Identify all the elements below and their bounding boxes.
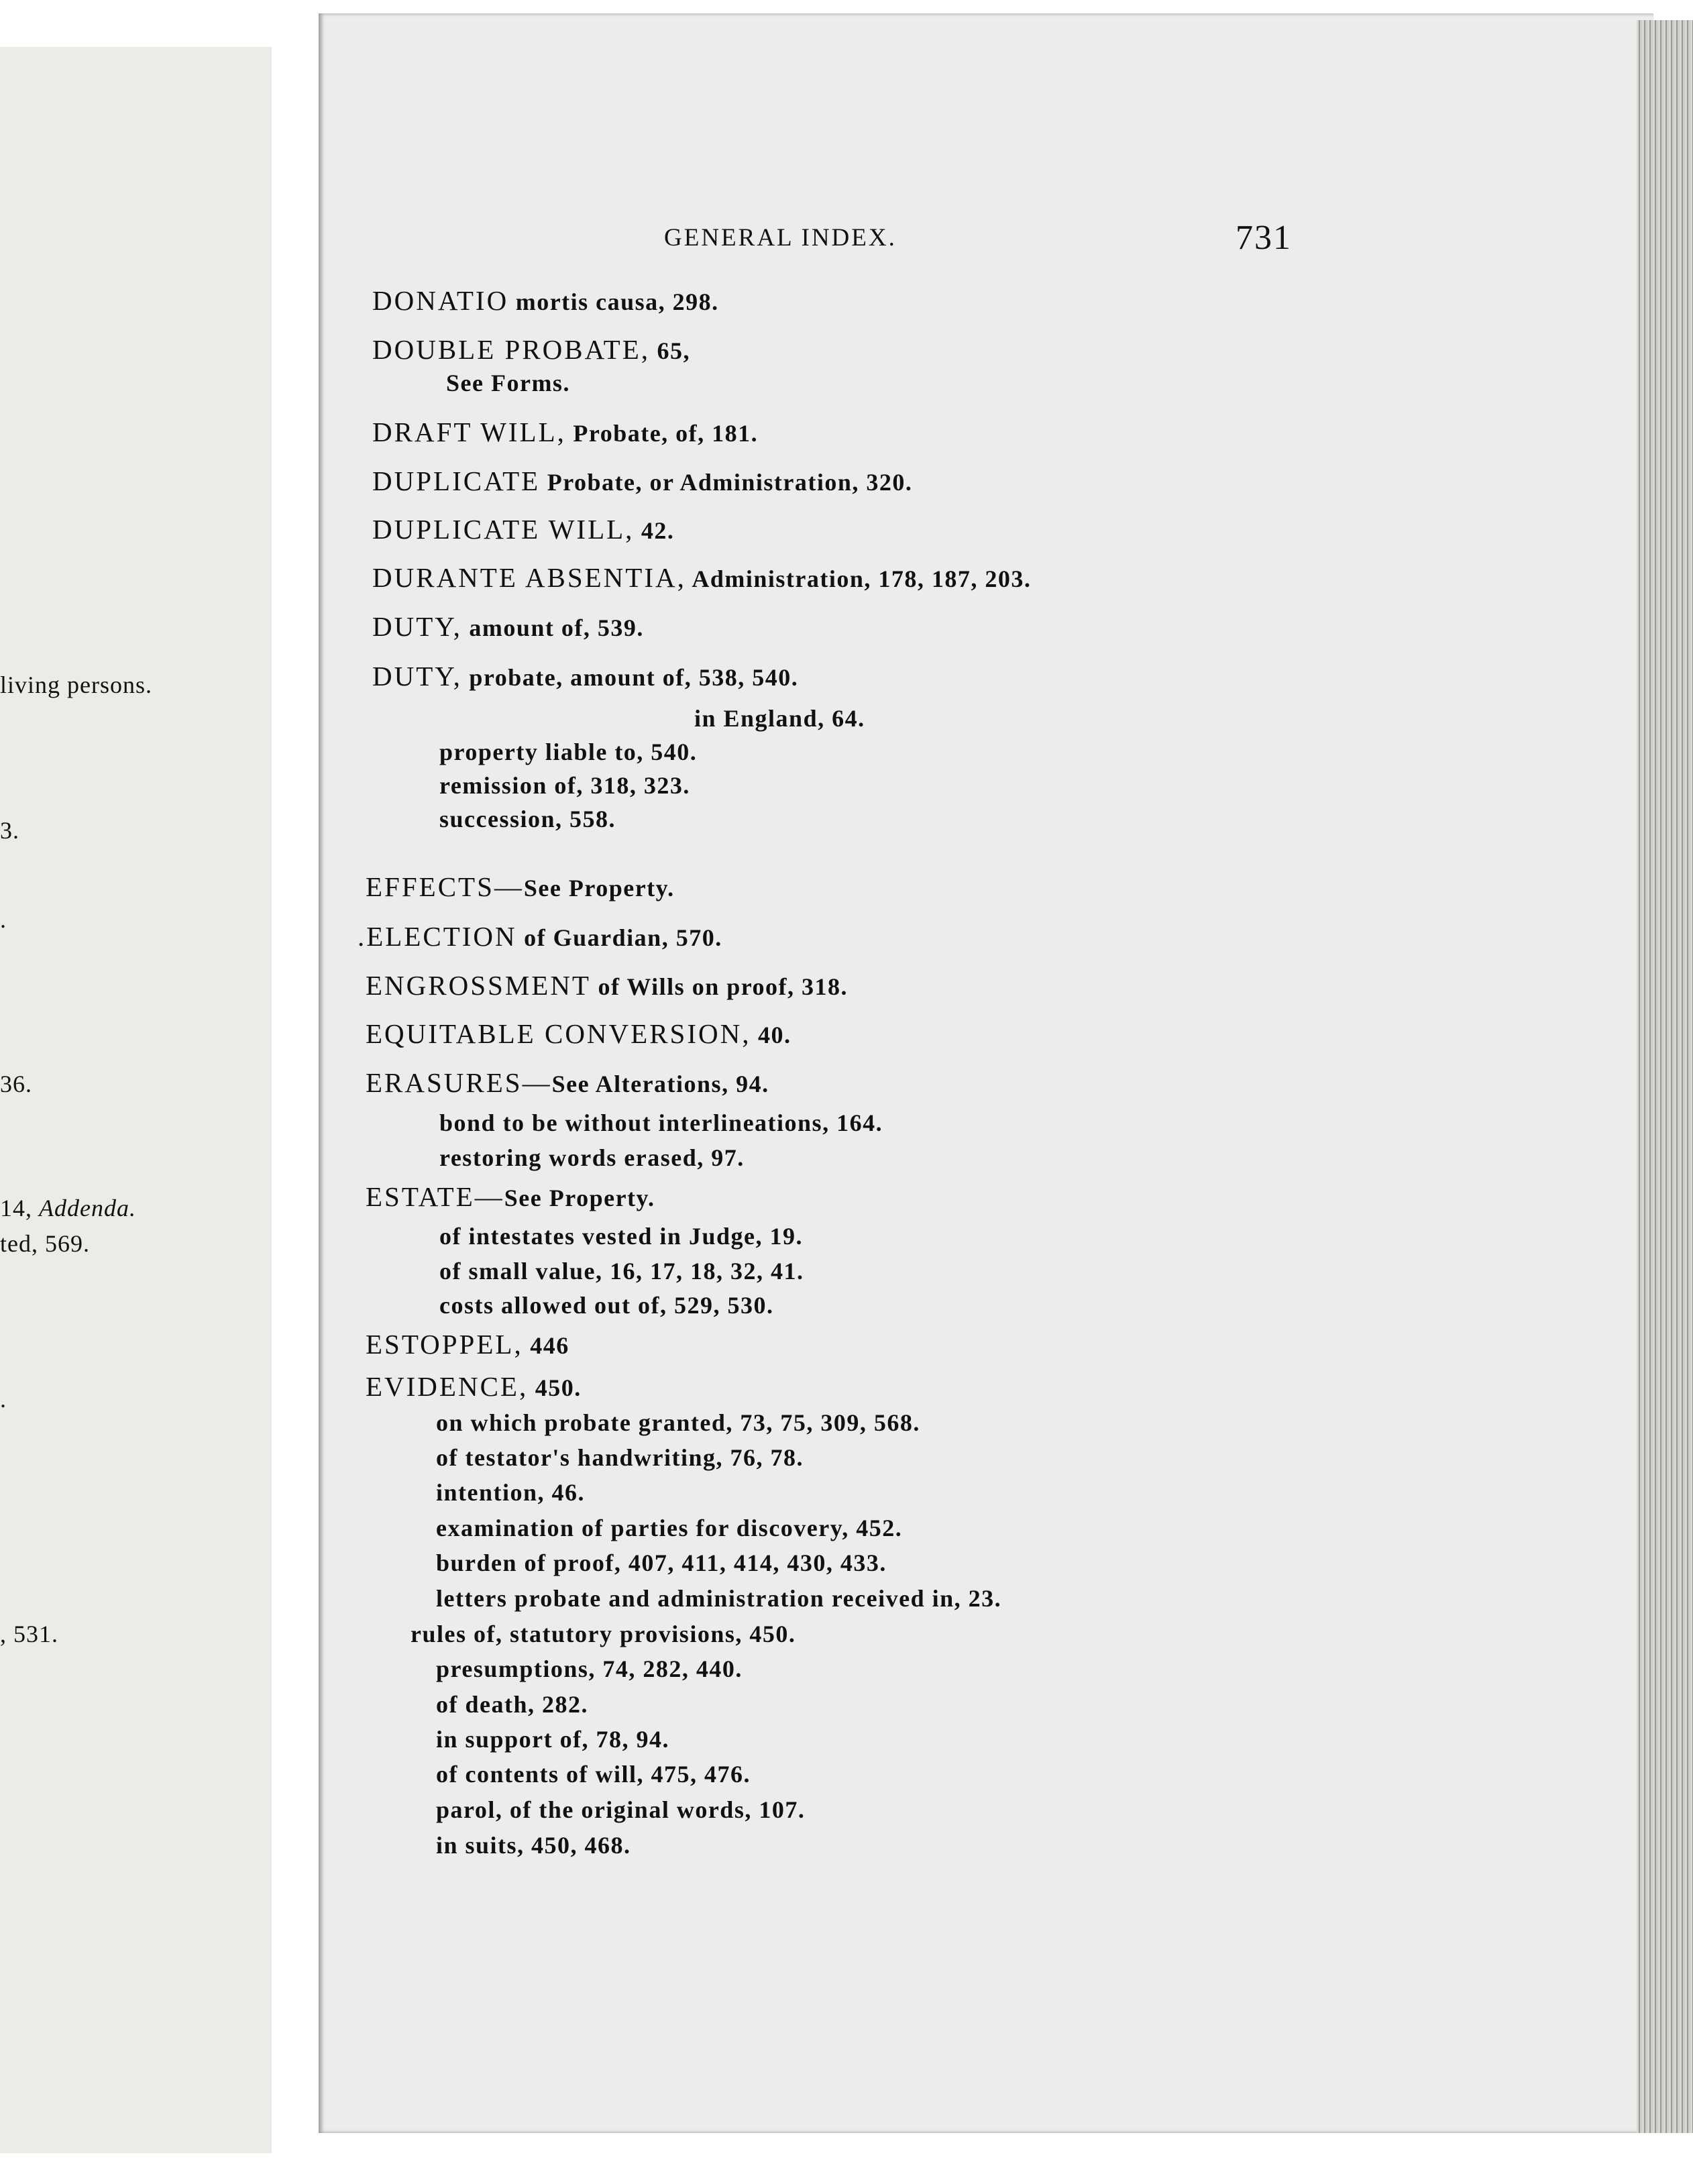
entry-detail: mortis causa, 298. [508,288,719,315]
index-entry [366,1067,769,1099]
entry-heading: EFFECTS— [366,871,524,902]
page-number: 731 [1236,219,1292,257]
entry-detail: of Guardian, 570. [516,924,722,951]
left-page-line: 36. [0,1071,32,1097]
index-subentry: costs allowed out of, 529, 530. [439,1292,774,1319]
index-subentry: property liable to, 540. [439,739,698,765]
left-page-line-addenda [0,1194,136,1222]
index-subentry: letters probate and administration received in, 23. [436,1585,1002,1612]
entry-detail: 446 [523,1332,569,1359]
left-page-line: 3. [0,817,19,844]
index-entry [366,1370,582,1403]
index-subentry: of death, 282. [436,1691,588,1718]
index-subentry: restoring words erased, 97. [439,1144,745,1171]
entry-heading: EVIDENCE, [366,1371,529,1402]
index-subentry: See Forms. [446,370,570,396]
left-page-line: living persons. [0,671,152,698]
page-edge [1637,20,1693,2133]
index-subentry: intention, 46. [436,1479,586,1506]
index-subentry: examination of parties for discovery, 452. [436,1515,903,1541]
entry-detail: amount of, 539. [461,614,644,641]
left-page-line-italic: Addenda. [39,1195,136,1221]
index-subentry: of intestates vested in Judge, 19. [439,1223,803,1250]
entry-heading: DURANTE ABSENTIA, [372,562,686,593]
index-subentry: in support of, 78, 94. [436,1726,670,1753]
index-subentry: in suits, 450, 468. [436,1832,631,1859]
index-subentry: succession, 558. [439,806,616,832]
index-subentry: bond to be without interlineations, 164. [439,1109,883,1136]
entry-heading: .ELECTION [358,921,517,952]
entry-detail: See Property. [523,875,675,902]
entry-heading: EQUITABLE CONVERSION, [366,1018,751,1049]
index-subentry: remission of, 318, 323. [439,772,690,799]
entry-heading: DOUBLE PROBATE, [372,334,651,365]
entry-heading: ESTOPPEL, [366,1329,523,1360]
index-entry [372,513,674,545]
index-subentry: in England, 64. [694,705,865,732]
entry-detail: Probate, of, 181. [565,420,759,447]
entry-heading: DONATIO [372,285,509,316]
index-entry [366,1328,569,1360]
entry-detail: See Alterations, 94. [551,1071,769,1097]
index-subentry: of small value, 16, 17, 18, 32, 41. [439,1258,804,1285]
index-entry [372,660,798,692]
entry-detail: See Property. [504,1185,655,1211]
index-subentry: burden of proof, 407, 411, 414, 430, 433. [436,1549,887,1576]
entry-detail: 42. [634,517,675,544]
index-subentry: on which probate granted, 73, 75, 309, 568. [436,1409,920,1436]
index-subentry: of testator's handwriting, 76, 78. [436,1444,804,1471]
left-page-line: . [0,1386,7,1413]
left-page-line: . [0,906,7,933]
index-entry [372,333,690,366]
entry-detail: Probate, or Administration, 320. [540,469,913,496]
index-entry [366,1181,655,1213]
entry-detail: 40. [751,1022,791,1048]
entry-heading: DRAFT WILL, [372,417,566,447]
entry-heading: ERASURES— [366,1067,552,1098]
entry-detail: Administration, 178, 187, 203. [686,565,1032,592]
entry-heading: DUPLICATE WILL, [372,514,635,545]
entry-detail: of Wills on proof, 318. [590,973,849,1000]
entry-heading: DUTY, [372,661,462,692]
index-entry [372,561,1031,594]
index-subentry: rules of, statutory provisions, 450. [411,1621,796,1647]
left-page-line-number: 14, [0,1195,39,1221]
entry-heading: DUTY, [372,611,462,642]
index-entry [372,610,644,643]
index-subentry: presumptions, 74, 282, 440. [436,1655,743,1682]
entry-heading: DUPLICATE [372,466,541,496]
index-entry [372,284,719,317]
entry-heading: ESTATE— [366,1181,504,1212]
left-page-line: ted, 569. [0,1230,90,1257]
entry-detail: 65, [650,337,691,364]
index-entry [358,920,722,952]
index-subentry: of contents of will, 475, 476. [436,1761,751,1788]
page-header-title: GENERAL INDEX. [664,224,897,252]
entry-detail: 450. [528,1374,582,1401]
index-subentry: parol, of the original words, 107. [436,1796,806,1823]
gutter [272,0,319,2184]
entry-heading: ENGROSSMENT [366,970,591,1001]
entry-detail: probate, amount of, 538, 540. [461,664,799,691]
left-page-line: , 531. [0,1621,58,1647]
index-entry [372,416,758,448]
index-entry [366,969,848,1001]
left-facing-page [0,47,274,2153]
index-entry [366,871,675,903]
index-entry [372,465,912,497]
index-entry [366,1018,791,1050]
